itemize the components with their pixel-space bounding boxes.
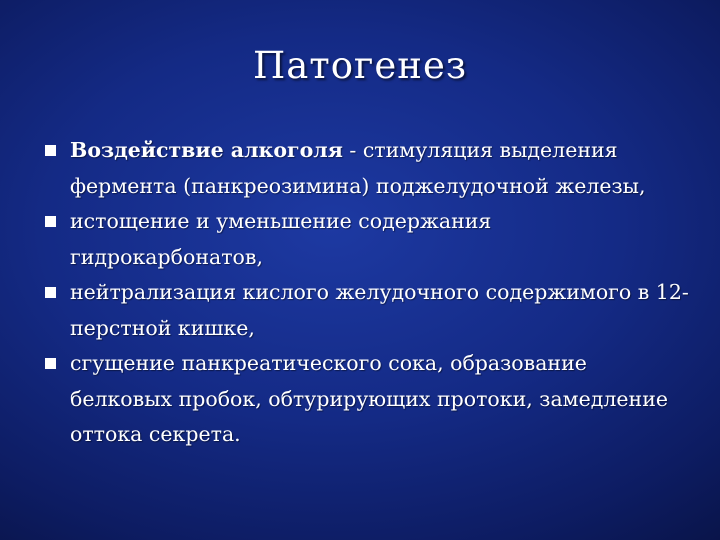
bullet-text: сгущение панкреатического сока, образование белковых пробок, обтурирующих протоки, замедление оттока секрета.: [70, 351, 668, 446]
square-bullet-icon: [45, 358, 56, 369]
bullet-item-acid-neutralization: [0, 275, 720, 346]
slide-title: Патогенез: [252, 44, 468, 87]
bullet-list: [0, 133, 720, 453]
square-bullet-icon: [45, 287, 56, 298]
bullet-text: - стимуляция выделения фермента (панкреозимина) поджелудочной железы,: [70, 138, 646, 198]
bullet-text: истощение и уменьшение содержания гидрокарбонатов,: [70, 209, 492, 269]
square-bullet-icon: [45, 145, 56, 156]
bullet-item-alcohol-effect: [0, 133, 720, 204]
bullet-item-juice-thickening: [0, 346, 720, 453]
square-bullet-icon: [45, 216, 56, 227]
bullet-text: нейтрализация кислого желудочного содержимого в 12-перстной кишке,: [70, 280, 689, 340]
bullet-item-bicarbonate-depletion: [0, 204, 720, 275]
bullet-lead-text: Воздействие алкоголя: [70, 138, 343, 162]
